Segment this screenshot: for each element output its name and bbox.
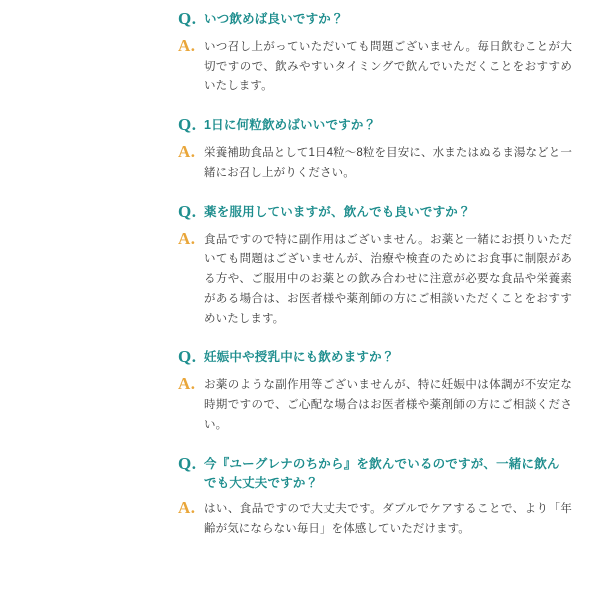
answer-marker: A. [178, 498, 196, 518]
answer-marker: A. [178, 142, 196, 162]
question-text: 妊娠中や授乳中にも飲めますか？ [204, 350, 395, 365]
question-row [178, 114, 572, 137]
answer-text: 食品ですので特に副作用はございません。お薬と一緒にお摂りいただいても問題はございませんが、治療や検査のためにお食事に制限がある方や、ご服用中のお薬との飲み合わせに注意が必要な食品や栄養素がある場合は、お医者様や薬剤師の方にご相談いただくことをおすすめいたします。 [204, 233, 572, 325]
answer-marker: A. [178, 374, 196, 394]
question-text: 薬を服用していますが、飲んでも良いですか？ [204, 204, 471, 219]
question-marker: Q. [178, 115, 197, 135]
faq-item [178, 346, 572, 435]
question-row [178, 346, 572, 369]
question-row [178, 453, 572, 494]
answer-row [178, 35, 572, 97]
answer-text: はい、食品ですので大丈夫です。ダブルでケアすることで、より「年齢が気にならない毎日」を体感していただけます。 [204, 503, 572, 536]
answer-row [178, 373, 572, 435]
question-row [178, 201, 572, 224]
faq-item [178, 453, 572, 540]
question-marker: Q. [178, 453, 197, 473]
question-marker: Q. [178, 9, 197, 28]
question-text: 1日に何粒飲めばいいですか？ [204, 118, 377, 133]
answer-marker: A. [178, 228, 196, 248]
faq-item [178, 8, 572, 97]
answer-text: お薬のような副作用等ございませんが、特に妊娠中は体調が不安定な時期ですので、ご心配な場合はお医者様や薬剤師の方にご相談ください。 [204, 379, 572, 431]
question-text: いつ飲めば良いですか？ [204, 12, 344, 26]
question-marker: Q. [178, 347, 197, 367]
answer-row [178, 497, 572, 540]
question-row [178, 8, 572, 31]
answer-text: 栄養補助食品として1日4粒〜8粒を目安に、水またはぬるま湯などと一緒にお召し上がりください。 [204, 147, 572, 179]
faq-item [178, 201, 572, 330]
answer-text: いつ召し上がっていただいても問題ございません。毎日飲むことが大切ですので、飲みやすいタイミングで飲んでいただくことをおすすめいたします。 [204, 40, 572, 93]
question-marker: Q. [178, 201, 197, 221]
faq-item [178, 114, 572, 183]
answer-row [178, 141, 572, 184]
answer-row [178, 228, 572, 330]
answer-marker: A. [178, 35, 196, 55]
question-text: 今『ユーグレナのちから』を飲んでいるのですが、一緒に飲んでも大丈夫ですか？ [204, 456, 560, 491]
